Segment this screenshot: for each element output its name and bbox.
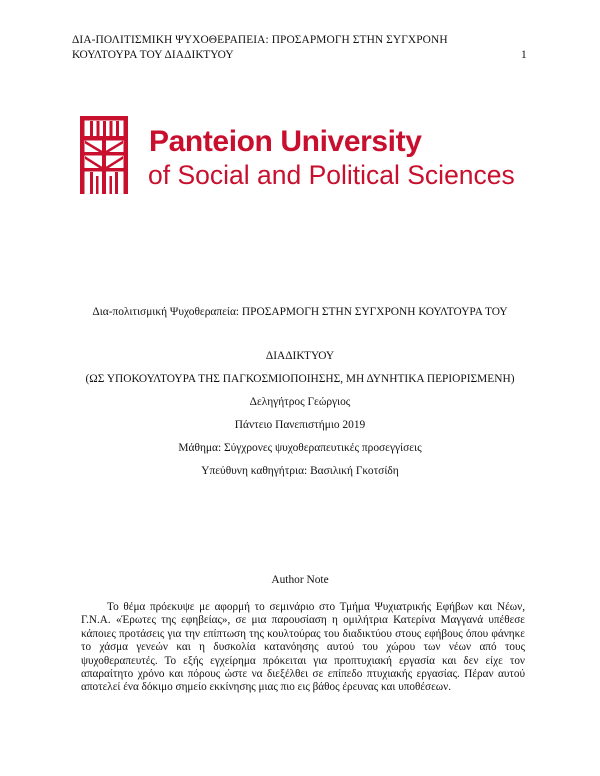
author-note-heading: Author Note xyxy=(271,574,329,586)
running-head: ΔΙΑ-ΠΟΛΙΤΙΣΜΙΚΗ ΨΥΧΟΘΕΡΑΠΕΙΑ: ΠΡΟΣΑΡΜΟΓΗ ΣΤΗΝ ΣΥΓΧΡΟΝΗ ΚΟΥΛΤΟΥΡΑ ΤΟΥ ΔΙΑΔΙΚΤΥΟΥ xyxy=(72,34,448,61)
logo-wordmark-line2 xyxy=(148,159,515,191)
logo-wordmark-line1-text: Panteion University xyxy=(149,125,422,158)
institution: Πάντειο Πανεπιστήμιο 2019 xyxy=(234,419,366,431)
instructor-name: Υπεύθυνη καθηγήτρια: Βασιλική Γκοτσίδη xyxy=(201,465,399,477)
title-spacer xyxy=(60,324,540,345)
author-note-body: Το θέμα πρόεκυψε με αφορμή το σεμινάριο στο Τμήμα Ψυχιατρικής Εφήβων και Νέων, Γ.Ν.Α. «Έρωτες της εφηβείας», σε μια παρουσίαση η ομιλήτρια Κατερίνα Μαγγανά υπέθεσε κάποιες προτάσεις για την επίπτωση της κουλτούρας του διαδικτύου στους εφήβους όπου φάνηκε το χάσμα γενεών και η δυσκολία κατανόησης αυτού του χώρου των νέων από τους ψυχοθεραπευτές. Το εξής εγχείρημα πρόκειται για προπτυχιακή εργασία και δεν είχε τον απαραίτητο χρόνο και πόρους ώστε να διεξέλθει σε επίπεδο πτυχιακής εργασίας. Πέραν αυτού αποτελεί ένα δόκιμο σημείο εκκίνησης μιας πιο εις βάθος έρευνας και υποθέσεων. xyxy=(81,601,525,694)
paper-title-line2: ΔΙΑΔΙΚΤΥΟΥ xyxy=(265,350,335,362)
author-name: Δεληγήτρος Γεώργιος xyxy=(249,396,351,408)
course-name: Μάθημα: Σύγχρονες ψυχοθεραπευτικές προσεγγίσεις xyxy=(178,442,422,454)
paper-title-line1: Δια-πολιτισμική Ψυχοθεραπεία: ΠΡΟΣΑΡΜΟΓΗ ΣΤΗΝ ΣΥΓΧΡΟΝΗ ΚΟΥΛΤΟΥΡΑ ΤΟΥ xyxy=(92,306,508,318)
university-seal-icon xyxy=(79,116,129,194)
logo-wordmark-line2-text: of Social and Political Sciences xyxy=(148,160,515,190)
paper-subtitle: (ΩΣ ΥΠΟΚΟΥΛΤΟΥΡΑ ΤΗΣ ΠΑΓΚΟΣΜΙΟΠΟΙΗΣΗΣ, ΜΗ ΔΥΝΗΤΙΚΑ ΠΕΡΙΟΡΙΣΜΕΝΗ) xyxy=(85,373,515,385)
university-logo xyxy=(79,116,529,196)
title-block xyxy=(60,301,540,483)
logo-wordmark-line1 xyxy=(149,125,421,159)
page-number: 1 xyxy=(521,49,527,61)
